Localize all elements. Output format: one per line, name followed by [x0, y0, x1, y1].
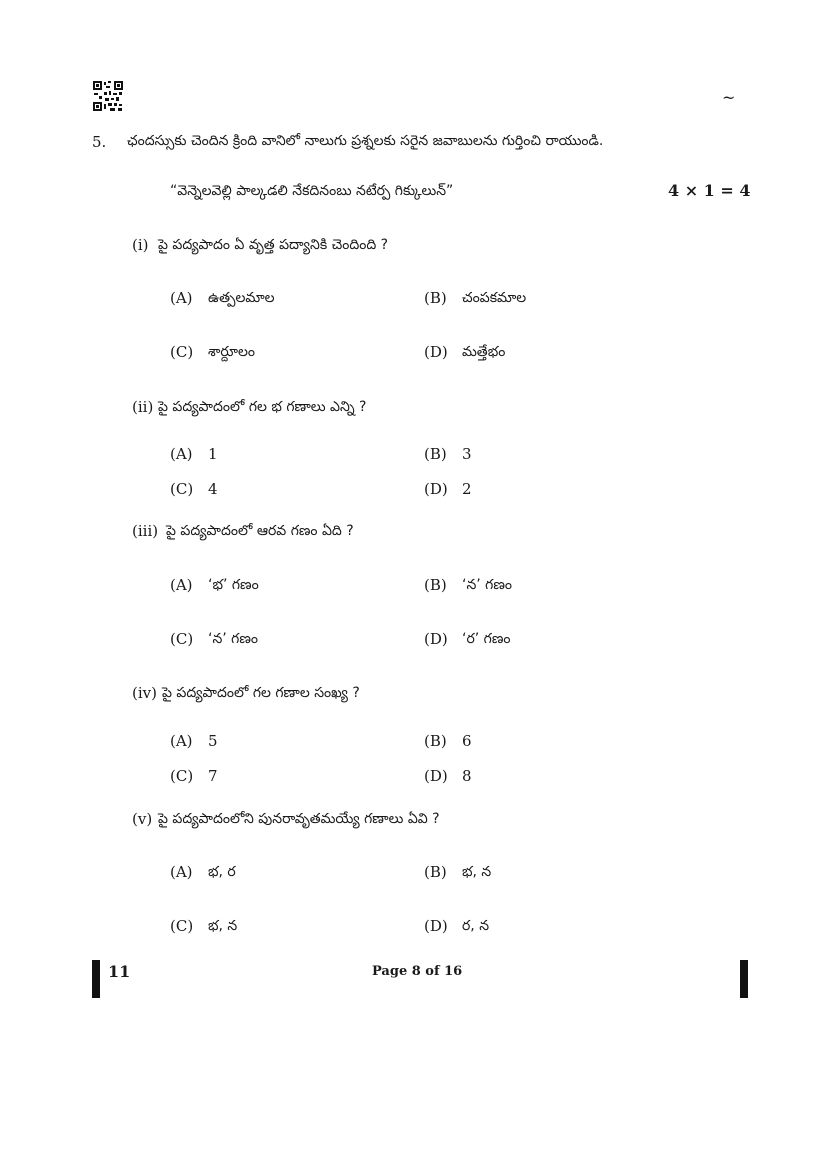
subquestion-text: పై పద్యపాదంలోని పునరావృతమయ్యే గణాలు ఏవి ? [158, 811, 440, 827]
option-text: 1 [208, 445, 218, 463]
page-number: Page 8 of 16 [372, 964, 463, 979]
option-text: 6 [462, 732, 472, 750]
option-label: (B) [424, 732, 447, 750]
corner-mark: ~ [722, 88, 736, 107]
option-text: 8 [462, 767, 472, 785]
option-text: ఉత్పలమాల [208, 290, 275, 306]
option-text: భ, ర [208, 864, 236, 880]
option-text: శార్దూలం [208, 344, 256, 360]
option-label: (A) [170, 576, 193, 594]
option-label: (D) [424, 917, 448, 935]
option-text: చంపకమాల [462, 290, 527, 306]
subquestion-text: పై పద్యపాదంలో గల గణాల సంఖ్య ? [162, 685, 360, 701]
option-label: (C) [170, 917, 194, 935]
option-text: మత్తేభం [462, 344, 506, 360]
marks-scheme: 4 × 1 = 4 [668, 181, 751, 200]
qr-code-icon [92, 80, 124, 112]
option-text: భ, న [462, 864, 492, 880]
subquestion-label: (i) [132, 236, 149, 254]
question-instruction: ఛందస్సుకు చెందిన క్రింది వానిలో నాలుగు ప్రశ్నలకు సరైన జవాబులను గుర్తించి రాయుండి. [127, 133, 604, 149]
subquestion-text: పై పద్యపాదం ఏ వృత్త పద్యానికి చెందింది ? [158, 237, 389, 253]
subquestion-text: పై పద్యపాదంలో గల భ గణాలు ఎన్ని ? [158, 399, 367, 415]
option-text: 7 [208, 767, 218, 785]
option-label: (C) [170, 630, 194, 648]
option-label: (D) [424, 630, 448, 648]
question-number: 5. [92, 133, 107, 151]
option-label: (A) [170, 732, 193, 750]
option-label: (C) [170, 767, 194, 785]
subquestion-label: (iii) [132, 522, 159, 540]
footer-bar-right [740, 960, 748, 998]
option-text: 5 [208, 732, 218, 750]
option-text: భ, న [208, 918, 238, 934]
footer-bar-left [92, 960, 100, 998]
option-label: (B) [424, 445, 447, 463]
subquestion-text: పై పద్యపాదంలో ఆరవ గణం ఏది ? [166, 523, 354, 539]
option-label: (B) [424, 289, 447, 307]
option-label: (D) [424, 767, 448, 785]
option-text: ‘న’ గణం [208, 631, 259, 647]
option-label: (B) [424, 576, 447, 594]
option-label: (B) [424, 863, 447, 881]
paper-code: 11 [108, 962, 131, 981]
option-text: 2 [462, 480, 472, 498]
option-label: (D) [424, 343, 448, 361]
option-text: ‘న’ గణం [462, 577, 513, 593]
option-label: (C) [170, 480, 194, 498]
option-label: (A) [170, 289, 193, 307]
option-label: (D) [424, 480, 448, 498]
option-label: (A) [170, 445, 193, 463]
subquestion-label: (v) [132, 810, 153, 828]
option-text: 3 [462, 445, 472, 463]
subquestion-label: (iv) [132, 684, 157, 702]
option-text: ర, న [462, 918, 490, 934]
option-label: (A) [170, 863, 193, 881]
option-text: 4 [208, 480, 218, 498]
option-text: ‘ర’ గణం [462, 631, 511, 647]
subquestion-label: (ii) [132, 398, 154, 416]
verse-line: “వెన్నెలవెల్లి పాల్కడలి నేకదినంబు నటేర్ప గిక్కులున్” [170, 183, 454, 199]
option-text: ‘భ’ గణం [208, 577, 259, 593]
option-label: (C) [170, 343, 194, 361]
